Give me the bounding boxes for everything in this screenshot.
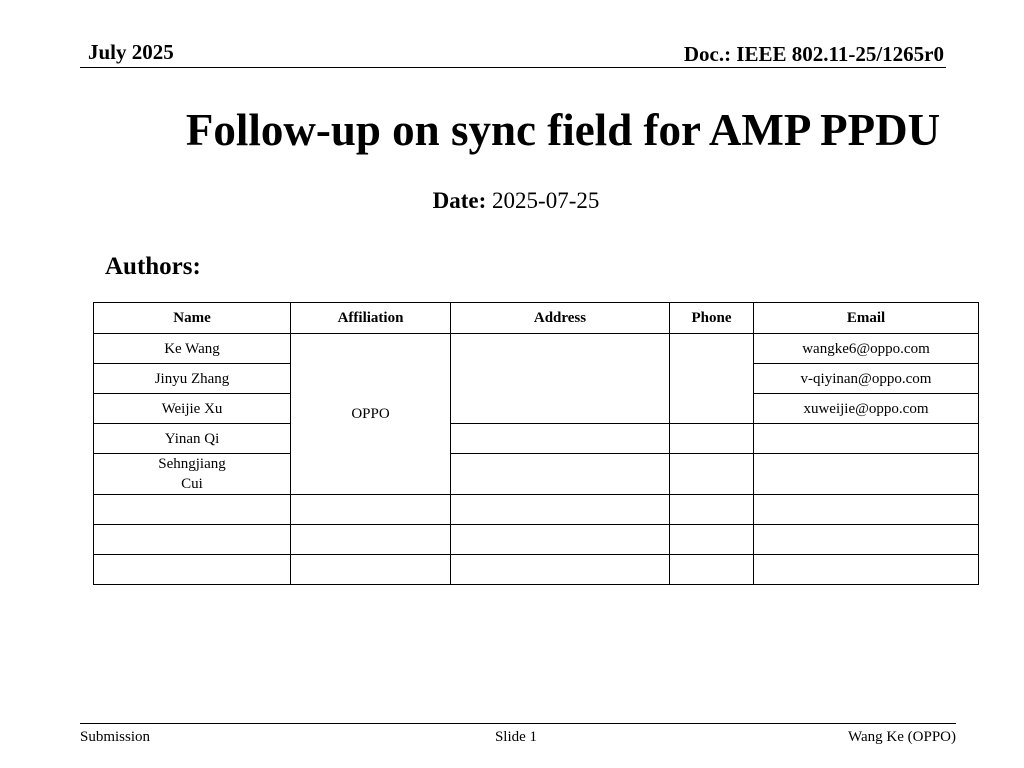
- table-row-empty: [94, 495, 979, 525]
- author-name: Weijie Xu: [94, 394, 291, 424]
- author-address: [451, 334, 670, 424]
- empty-cell: [670, 555, 754, 585]
- author-email: xuweijie@oppo.com: [754, 394, 979, 424]
- author-email: [754, 424, 979, 454]
- column-header-email: Email: [754, 303, 979, 334]
- date-value: 2025-07-25: [492, 188, 600, 213]
- author-email: wangke6@oppo.com: [754, 334, 979, 364]
- date-line: [0, 187, 1024, 215]
- empty-cell: [754, 495, 979, 525]
- footer-author: Wang Ke (OPPO): [848, 729, 956, 745]
- empty-cell: [754, 525, 979, 555]
- footer-slide-number: Slide 1: [494, 729, 538, 745]
- empty-cell: [670, 495, 754, 525]
- authors-table: [93, 302, 979, 585]
- author-name: Jinyu Zhang: [94, 364, 291, 394]
- author-name: Ke Wang: [94, 334, 291, 364]
- date-label: Date:: [432, 188, 487, 213]
- footer-submission: Submission: [80, 729, 151, 745]
- author-phone: [670, 424, 754, 454]
- author-phone: [670, 334, 754, 424]
- slide-title: Follow-up on sync field for AMP PPDU: [185, 105, 941, 155]
- author-email: [754, 454, 979, 495]
- empty-cell: [451, 525, 670, 555]
- table-row: [94, 454, 979, 495]
- author-address: [451, 424, 670, 454]
- empty-cell: [291, 495, 451, 525]
- authors-heading: Authors:: [105, 253, 201, 280]
- footer-divider: [80, 723, 956, 724]
- empty-cell: [451, 495, 670, 525]
- header-date: July 2025: [88, 40, 174, 64]
- empty-cell: [94, 555, 291, 585]
- empty-cell: [451, 555, 670, 585]
- column-header-affiliation: Affiliation: [291, 303, 451, 334]
- column-header-name: Name: [94, 303, 291, 334]
- author-address: [451, 454, 670, 495]
- column-header-address: Address: [451, 303, 670, 334]
- author-phone: [670, 454, 754, 495]
- empty-cell: [94, 525, 291, 555]
- author-name: Sehngjiang Cui: [94, 454, 291, 495]
- empty-cell: [754, 555, 979, 585]
- empty-cell: [291, 555, 451, 585]
- table-header-row: [94, 303, 979, 334]
- column-header-phone: Phone: [670, 303, 754, 334]
- table-row-empty: [94, 555, 979, 585]
- author-name: Yinan Qi: [94, 424, 291, 454]
- author-email: v-qiyinan@oppo.com: [754, 364, 979, 394]
- empty-cell: [291, 525, 451, 555]
- table-row: [94, 424, 979, 454]
- table-row-empty: [94, 525, 979, 555]
- author-affiliation: OPPO: [291, 334, 451, 495]
- table-row: [94, 334, 979, 364]
- empty-cell: [670, 525, 754, 555]
- header-doc-id: Doc.: IEEE 802.11-25/1265r0: [683, 42, 944, 66]
- empty-cell: [94, 495, 291, 525]
- header-divider: [80, 67, 946, 68]
